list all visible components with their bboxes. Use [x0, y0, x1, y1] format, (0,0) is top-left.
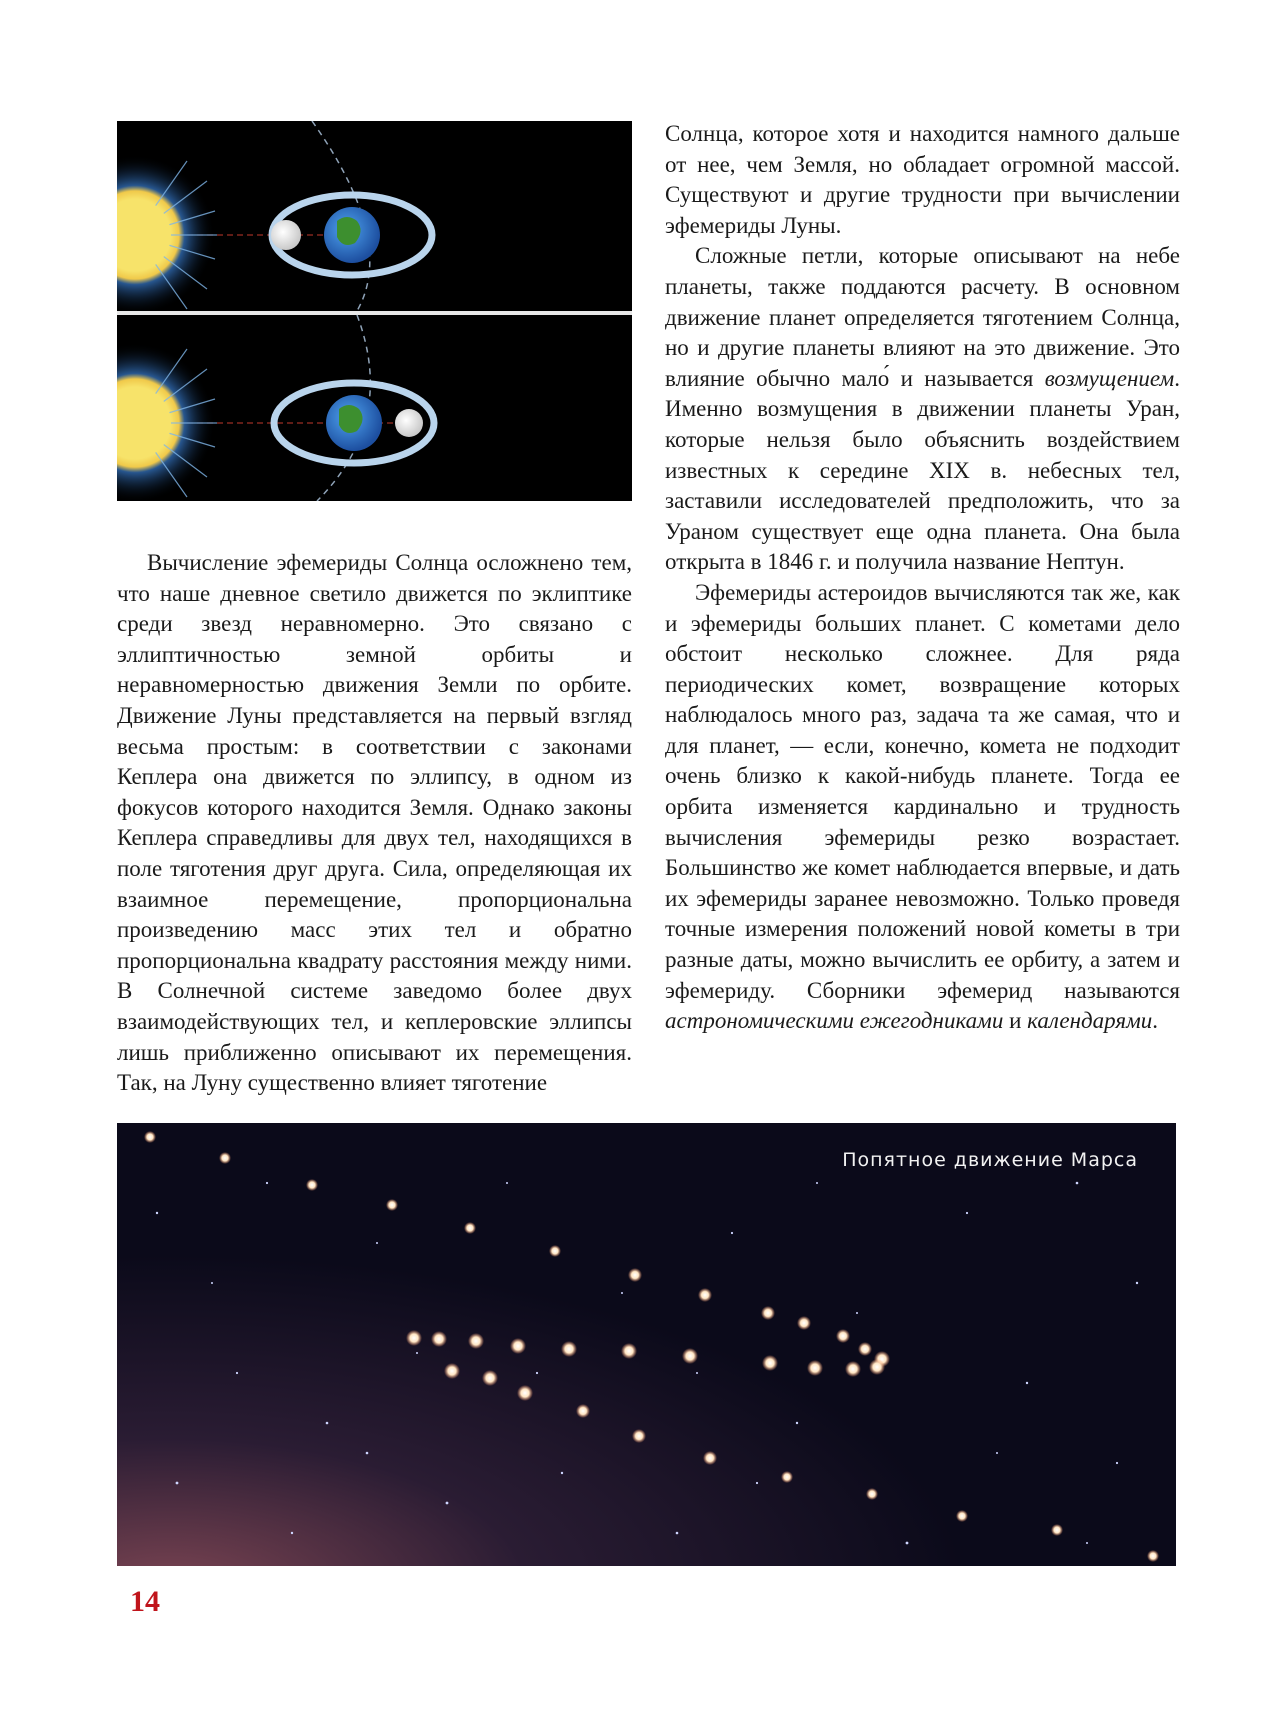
- text-span: и: [1003, 1008, 1028, 1034]
- term-emphasis: возмущением: [1044, 365, 1175, 391]
- term-emphasis: календарями: [1027, 1008, 1153, 1034]
- page-number: 14: [130, 1585, 160, 1618]
- moon-phase-diagram: [117, 121, 632, 501]
- paragraph: [665, 578, 1180, 1037]
- term-emphasis: астрономическими ежегодниками: [665, 1008, 1004, 1034]
- star-field-svg: [117, 1123, 1176, 1566]
- text-span: .: [1152, 1008, 1158, 1034]
- left-text-column: [117, 548, 632, 1099]
- photo-caption: Попятное движение Марса: [842, 1149, 1138, 1171]
- text-span: . Именно возмущения в движении планеты Уран, которые нельзя было объяснить воздействием известных к середине XIX в. небесных тел, заставили исследователей предположить, что за Ураном существует еще одна планета. Она была открыта в 1846 г. и получила название Нептун.: [665, 365, 1180, 575]
- panel-divider: [117, 311, 632, 315]
- text-span: Сложные петли, которые описывают на небе планеты, также поддаются расчету. В основном движение планет определяется тяготением Солнца, но и другие планеты влияют на это движение. Это влияние обычно мало́ и называется: [665, 243, 1180, 391]
- moon-icon: [271, 220, 301, 250]
- right-text-column: [665, 119, 1180, 1037]
- paragraph: Солнца, которое хотя и находится намного дальше от нее, чем Земля, но обладает огромной массой. Существуют и другие трудности при вычислении эфемериды Луны.: [665, 121, 1180, 238]
- paragraph: Вычисление эфемериды Солнца осложнено тем, что наше дневное светило движется по эклиптике среди звезд неравномерно. Это связано с эллиптичностью земной орбиты и неравномерностью движения Земли по орбите. Движение Луны представляется на первый взгляд весьма простым: в соответствии с законами Кеплера она движется по эллипсу, в одном из фокусов которого находится Земля. Однако законы Кеплера справедливы для двух тел, находящихся в поле тяготения друг друга. Сила, определяющая их взаимное перемещение, пропорциональна произведению масс этих тел и обратно пропорциональна квадрату расстояния между ними. В Солнечной системе заведомо более двух взаимодействующих тел, и кеплеровские эллипсы лишь приближенно описывают их перемещения. Так, на Луну существенно влияет тяготение: [117, 550, 632, 1096]
- panel-new-moon: [117, 121, 632, 315]
- moon-icon: [395, 409, 423, 437]
- text-span: Эфемериды астероидов вычисляются так же, как и эфемериды больших планет. С кометами дело обстоит несколько сложнее. Для ряда периодических комет, возвращение которых наблюдалось много раз, задача та же самая, что и для планет, — если, конечно, комета не подходит очень близко к какой-нибудь планете. Тогда ее орбита изменяется кардинально и трудность вычисления эфемериды резко возрастает. Большинство же комет наблюдается впервые, и дать их эфемериды заранее невозможно. Только проведя точные измерения положений новой кометы в три разные даты, можно вычислить ее орбиту, а затем и эфемериду. Сборники эфемерид называются: [665, 579, 1180, 1003]
- paragraph: [665, 241, 1180, 578]
- mars-retrograde-photo: [117, 1123, 1176, 1566]
- moon-phase-svg: [117, 121, 632, 501]
- panel-full-moon: [117, 315, 632, 501]
